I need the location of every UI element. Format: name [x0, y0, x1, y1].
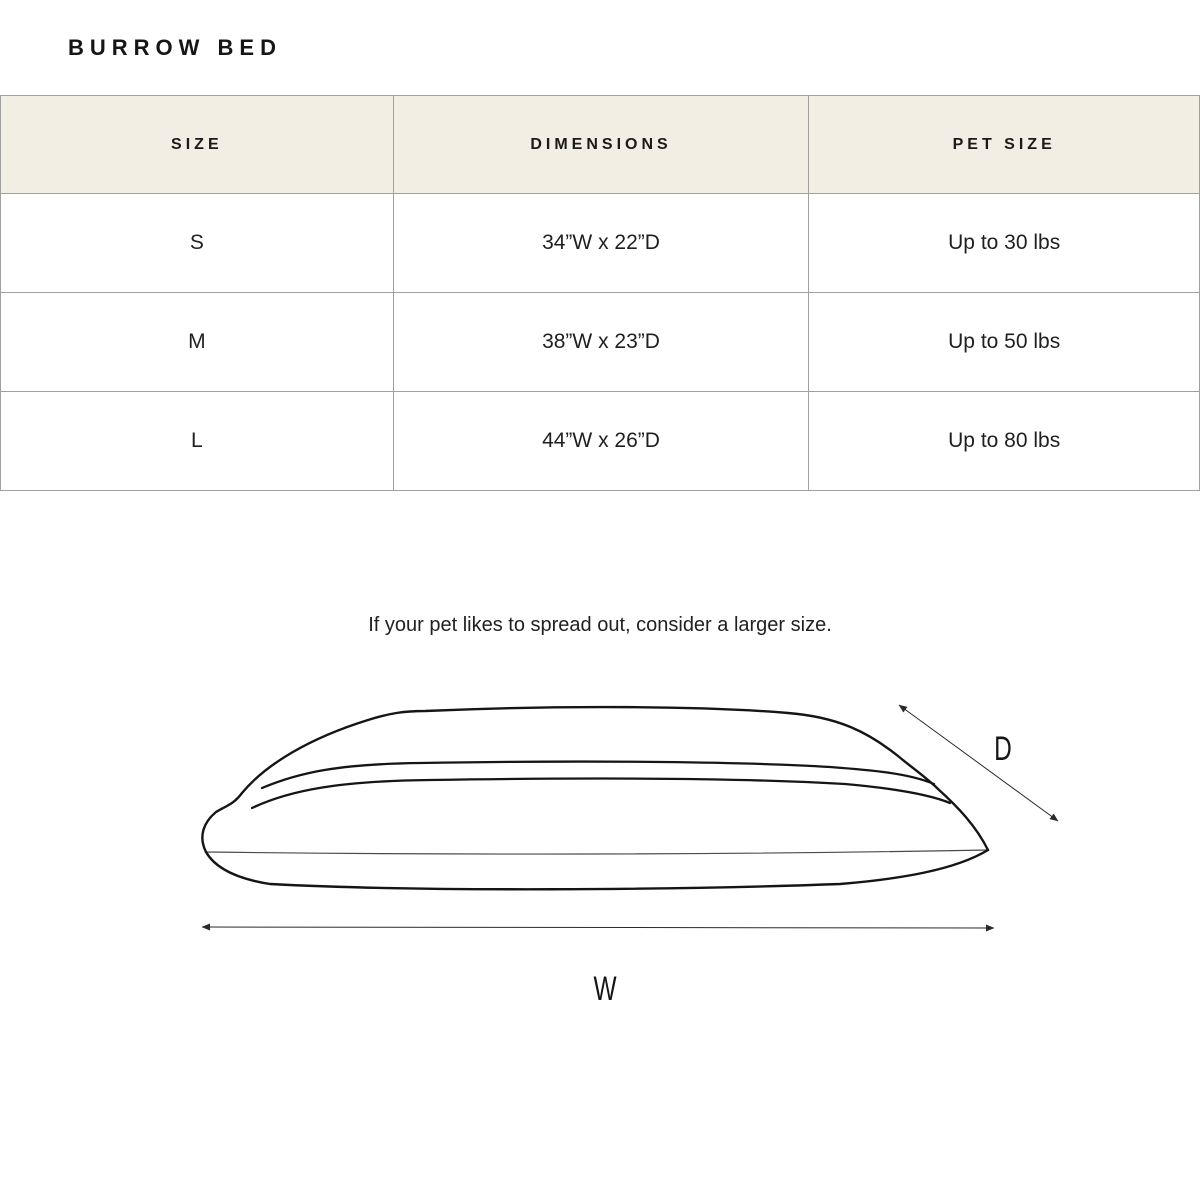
- depth-label: D: [994, 730, 1012, 769]
- page-title: BURROW BED: [68, 34, 282, 60]
- size-chart-table: [0, 95, 1200, 491]
- width-label: W: [593, 970, 617, 1009]
- size-value: L: [1, 392, 394, 491]
- size-value: M: [1, 293, 394, 392]
- table-row-small: [1, 194, 1200, 293]
- dimensions-value: 34”W x 22”D: [393, 194, 809, 293]
- bed-seam-lower: [252, 779, 950, 808]
- pet-size-value: Up to 30 lbs: [809, 194, 1200, 293]
- width-arrow: [202, 927, 994, 928]
- column-header-size: SIZE: [1, 96, 394, 194]
- column-header-pet-size: PET SIZE: [809, 96, 1200, 194]
- dimensions-value: 38”W x 23”D: [393, 293, 809, 392]
- pet-size-value: Up to 80 lbs: [809, 392, 1200, 491]
- title-bar: [0, 0, 1200, 95]
- column-header-dimensions: DIMENSIONS: [393, 96, 809, 194]
- size-value: S: [1, 194, 394, 293]
- sizing-note: If your pet likes to spread out, consider a larger size.: [368, 614, 832, 636]
- table-row-medium: [1, 293, 1200, 392]
- bed-illustration: [0, 660, 1200, 1060]
- pet-size-value: Up to 50 lbs: [809, 293, 1200, 392]
- table-header-row: [1, 96, 1200, 194]
- depth-arrow: [899, 705, 1058, 821]
- table-row-large: [1, 392, 1200, 491]
- bed-front-edge: [206, 850, 988, 854]
- bed-diagram: [0, 660, 1200, 1060]
- dimensions-value: 44”W x 26”D: [393, 392, 809, 491]
- bed-outline-bottom: [206, 850, 988, 889]
